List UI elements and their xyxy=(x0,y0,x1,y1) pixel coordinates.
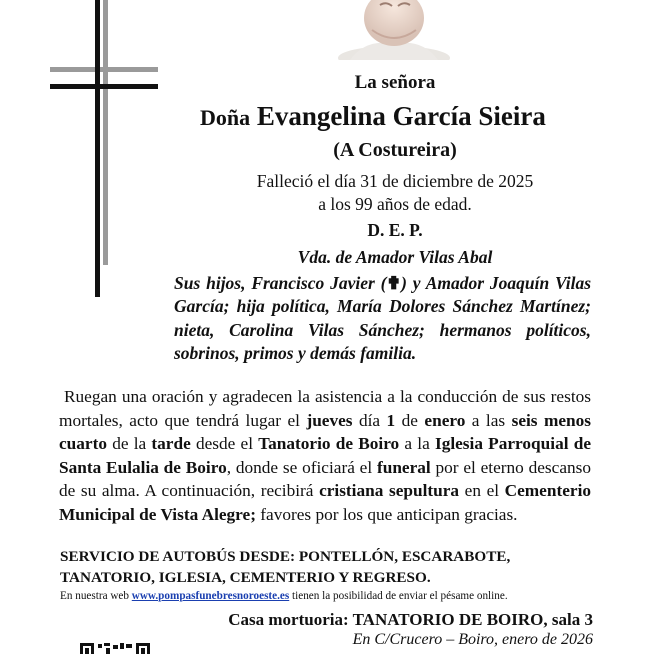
web-text-pre: En nuestra web xyxy=(60,590,132,602)
place-date: En C/Crucero – Boiro, enero de 2026 xyxy=(352,631,593,648)
bus-service xyxy=(60,546,620,588)
bus-line-2: TANATORIO, IGLESIA, CEMENTERIO Y REGRESO. xyxy=(60,569,431,586)
body-text: de la xyxy=(107,434,152,454)
body-bold: cristiana sepultura xyxy=(319,481,460,501)
qr-code[interactable] xyxy=(80,640,158,654)
rip-label: D. E. P. xyxy=(367,220,423,240)
name-prefix: Doña xyxy=(200,105,251,130)
website-link[interactable]: www.pompasfunebresnoroeste.es xyxy=(131,590,290,602)
nickname: (A Costureira) xyxy=(333,139,457,161)
body-text: día xyxy=(352,410,387,430)
body-text: favores por los que anticipan gracias. xyxy=(255,504,518,524)
body-text: de xyxy=(395,410,425,430)
body-text: a las xyxy=(465,410,512,430)
death-date: Falleció el día 31 de diciembre de 2025 xyxy=(256,171,534,191)
deceased-cross-icon: ✟ xyxy=(386,273,402,293)
body-bold: Iglesia Parroquial de Santa Eulalia de Boiro xyxy=(59,434,591,477)
body-bold: Tanatorio de Boiro xyxy=(258,434,400,454)
body-text: a la xyxy=(399,434,435,454)
body-bold: tarde xyxy=(151,434,191,454)
body-bold: seis menos cuarto xyxy=(59,410,592,454)
body-text: Ruegan una oración y agradecen la asistencia a la conducción de sus restos mortales, acto que tendrá lugar el xyxy=(59,387,591,430)
body-text: en el xyxy=(459,481,505,501)
deceased-name xyxy=(200,101,546,132)
body-bold: 1 xyxy=(386,410,396,430)
body-text: por el eterno descanso de su alma. A continuación, recibirá xyxy=(59,457,591,501)
web-text-post: tienen la posibilidad de enviar el pésame online. xyxy=(289,590,508,602)
body-text: desde el xyxy=(190,434,259,454)
bus-line-1: SERVICIO DE AUTOBÚS DESDE: PONTELLÓN, ESCARABOTE, xyxy=(60,548,511,565)
funeral-home: Casa mortuoria: TANATORIO DE BOIRO, sala 3 xyxy=(228,610,593,629)
family-text-2: ) y Amador Joaquín Vilas García; hija política, María Dolores Sánchez Martínez; nieta, Carolina Vilas Sánchez; hermanos políticos, sobrinos, primos y demás familia. xyxy=(174,273,591,363)
body-bold: funeral xyxy=(376,457,431,477)
honorific-title: La señora xyxy=(354,72,436,93)
body-bold: jueves xyxy=(306,410,353,430)
ceremony-announcement xyxy=(59,385,591,527)
portrait-photo xyxy=(336,0,452,60)
widow-of: Vda. de Amador Vilas Abal xyxy=(297,247,493,267)
family-list xyxy=(174,272,591,365)
age-at-death: a los 99 años de edad. xyxy=(318,194,472,214)
body-text: , donde se oficiará el xyxy=(226,457,377,477)
body-bold: Cementerio Municipal de Vista Alegre; xyxy=(59,481,592,524)
web-notice xyxy=(60,590,620,602)
full-name: Evangelina García Sieira xyxy=(256,101,546,131)
family-text-1: Sus hijos, Francisco Javier ( xyxy=(174,273,387,293)
body-bold: enero xyxy=(424,410,466,430)
